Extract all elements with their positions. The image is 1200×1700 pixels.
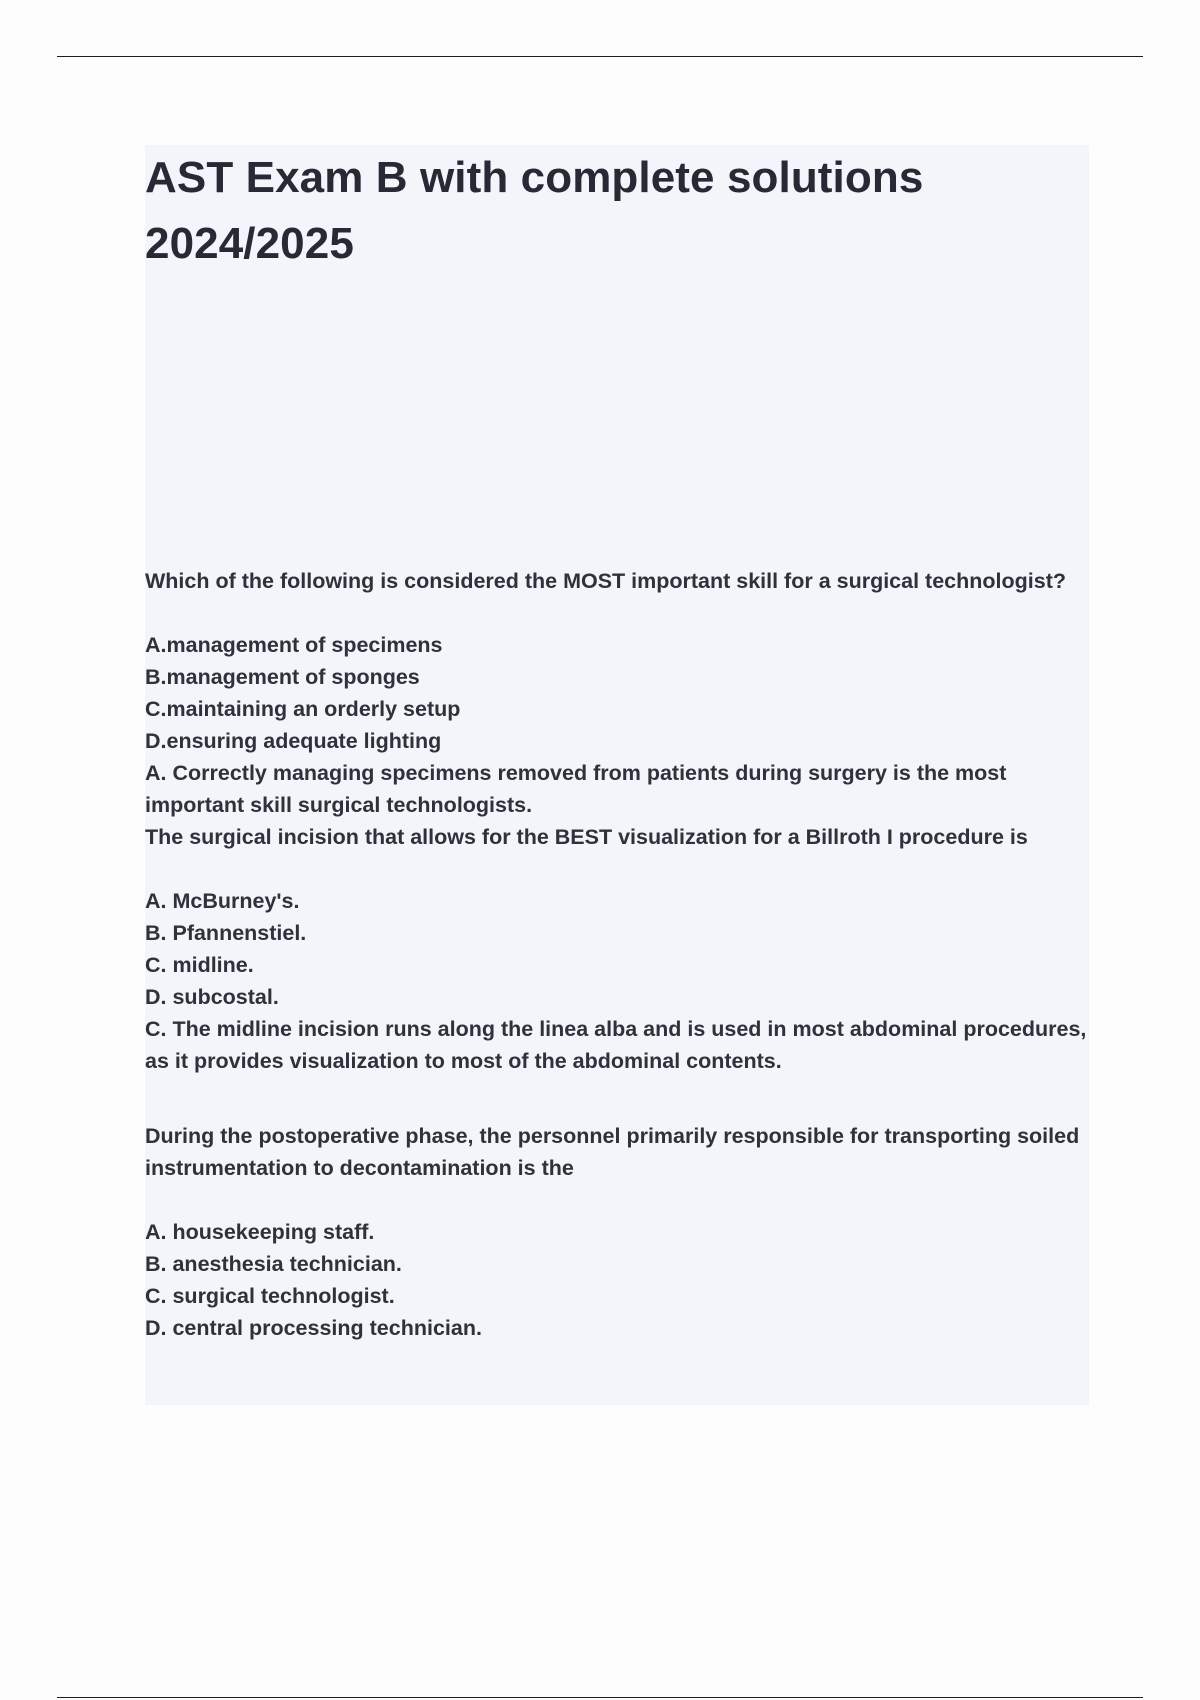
question-2-option-d: D. subcostal.	[145, 985, 279, 1009]
question-1-option-d: D.ensuring adequate lighting	[145, 729, 442, 753]
document-title	[145, 145, 1089, 277]
question-1-text: Which of the following is considered the MOST important skill for a surgical technologist?	[145, 569, 1066, 593]
question-3-option-d: D. central processing technician.	[145, 1316, 482, 1340]
questions-section	[145, 565, 1093, 1344]
question-1-option-a: A.management of specimens	[145, 633, 443, 657]
question-3-option-a: A. housekeeping staff.	[145, 1220, 375, 1244]
question-1-answer: A. Correctly managing specimens removed from patients during surgery is the most important skill surgical technologists.	[145, 761, 1013, 817]
question-3-option-b: B. anesthesia technician.	[145, 1252, 402, 1276]
footer-rule	[57, 1697, 1143, 1698]
header-rule	[57, 56, 1143, 57]
title-line-1: AST Exam B with complete solutions	[145, 153, 924, 202]
question-2-option-a: A. McBurney's.	[145, 889, 300, 913]
question-2-option-b: B. Pfannenstiel.	[145, 921, 307, 945]
question-2-text: The surgical incision that allows for the BEST visualization for a Billroth I procedure is	[145, 825, 1028, 849]
question-2-answer: C. The midline incision runs along the linea alba and is used in most abdominal procedures, as it provides visualization to most of the abdominal contents.	[145, 1017, 1093, 1073]
question-1-option-c: C.maintaining an orderly setup	[145, 697, 461, 721]
question-1-option-b: B.management of sponges	[145, 665, 420, 689]
title-line-2: 2024/2025	[145, 219, 354, 268]
document-body	[145, 145, 1093, 1405]
question-3-option-c: C. surgical technologist.	[145, 1284, 395, 1308]
question-3-text: During the postoperative phase, the personnel primarily responsible for transporting soiled instrumentation to decontamination is the	[145, 1124, 1086, 1180]
question-2-option-c: C. midline.	[145, 953, 254, 977]
